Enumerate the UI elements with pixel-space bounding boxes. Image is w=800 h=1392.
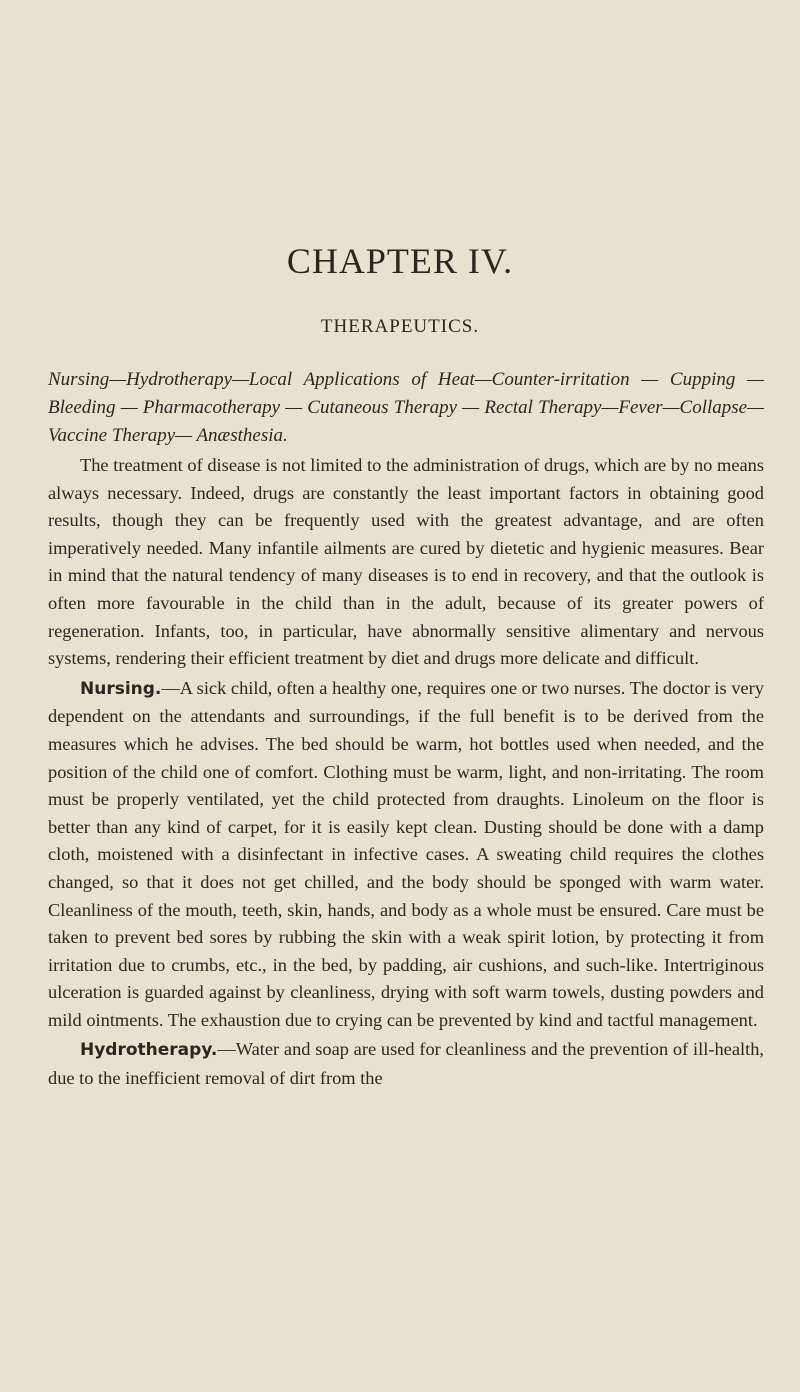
paragraph-intro: The treatment of disease is not limited to the administration of drugs, which are by no means always necessary. Indeed, drugs are constantly the least important factors in obtaining good results, though they can be frequently used with the greatest advantage, and are often imperatively needed. Many infantile ailments are cured by dietetic and hygienic measures. Bear in mind that the natural tendency of many diseases is to end in recovery, and that the outlook is often more favourable in the child than in the adult, because of its greater powers of regeneration. Infants, too, in particular, have abnormally sensitive alimentary and nervous systems, rendering their efficient treatment by diet and drugs more delicate and difficult. bbox=[48, 455, 764, 669]
chapter-synopsis: Nursing—Hydrotherapy—Local Applications of Heat—Counter-irritation — Cupping — Bleeding — Pharmacotherapy — Cutaneous Therapy — Rectal Therapy—Fever—Collapse— Vaccine Therapy— Anæsthesia. bbox=[48, 369, 764, 446]
nursing-heading: Nursing. bbox=[80, 678, 162, 699]
hydrotherapy-text: —Water and soap are used for cleanliness and the prevention of ill-health, due to the inefficient removal of dirt from the bbox=[48, 1039, 764, 1089]
nursing-text: —A sick child, often a healthy one, requires one or two nurses. The doctor is very dependent on the attendants and surroundings, if the full benefit is to be derived from the measures which he advises. The bed should be warm, hot bottles used when needed, and the position of the child one of comfort. Clothing must be warm, light, and non-irritating. The room must be properly ventilated, yet the child protected from draughts. Linoleum on the floor is better than any kind of carpet, for it is easily kept clean. Dusting should be done with a damp cloth, moistened with a disinfectant in infective cases. A sweating child requires the clothes changed, so that it does not get chilled, and the body should be sponged with warm water. Cleanliness of the mouth, teeth, skin, hands, and body as a whole must be ensured. Care must be taken to prevent bed sores by rubbing the skin with a weak spirit lotion, by protecting it from irritation due to crumbs, etc., in the bed, by padding, air cushions, and such-like. Intertriginous ulceration is guarded against by cleanliness, drying with soft warm towels, dusting powders and mild ointments. The exhaustion due to crying can be prevented by kind and tactful management. bbox=[48, 677, 764, 1030]
body-text bbox=[48, 452, 764, 1095]
paragraph-nursing bbox=[48, 675, 764, 1035]
chapter-heading: CHAPTER IV. bbox=[286, 241, 514, 281]
paragraph-hydrotherapy bbox=[48, 1036, 764, 1092]
chapter-title: THERAPEUTICS. bbox=[320, 316, 480, 337]
hydrotherapy-heading: Hydrotherapy. bbox=[80, 1040, 218, 1061]
